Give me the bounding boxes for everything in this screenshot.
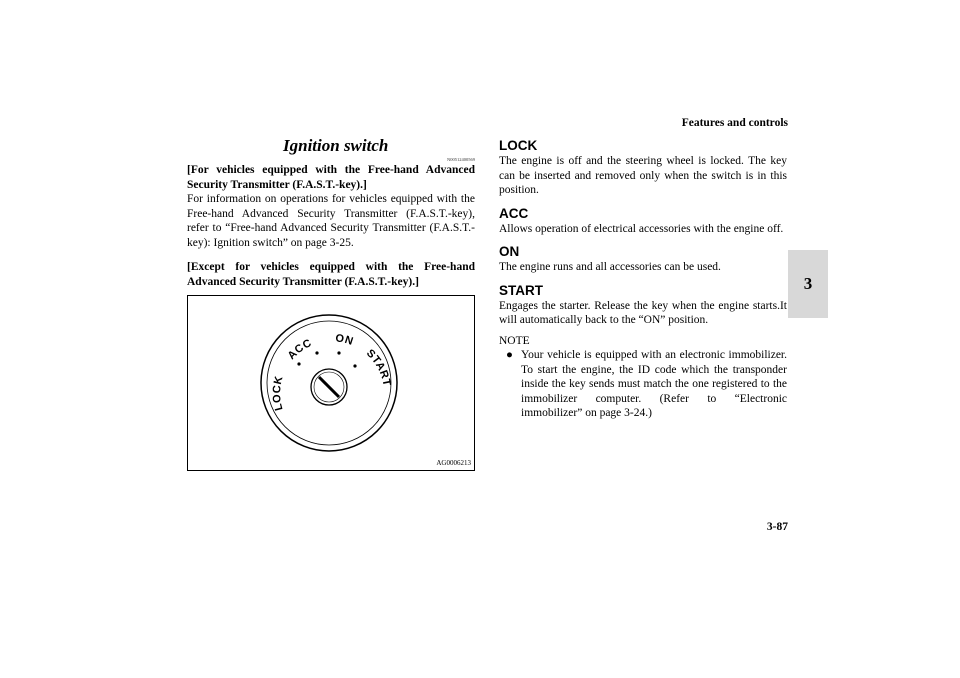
label-on: ON — [334, 332, 355, 348]
heading-on: ON — [499, 244, 520, 259]
right-column — [499, 138, 787, 421]
label-acc: ACC — [285, 337, 314, 363]
position-dot-start — [353, 364, 356, 367]
label-start: START — [363, 347, 393, 388]
note-label: NOTE — [499, 334, 530, 347]
heading-lock: LOCK — [499, 138, 538, 153]
heading-acc: ACC — [499, 205, 529, 221]
note-bullet: ● — [506, 349, 513, 361]
note-text: Your vehicle is equipped with an electronic immobilizer. To start the engine, the ID code which the transponder inside the key sends must match the one registered to the immobilizer computer. (Refer to “Electronic immobilizer” on page 3-24.) — [521, 349, 787, 419]
intro-condition-fast-key: [For vehicles equipped with the Free-hand Advanced Security Transmitter (F.A.S.T.-key).] — [187, 164, 475, 191]
position-dot-on — [337, 351, 340, 354]
condition-without-fast-key: [Except for vehicles equipped with the Free-hand Advanced Security Transmitter (F.A.S.T.-key).] — [187, 261, 475, 288]
title-row — [187, 136, 475, 162]
text-lock: The engine is off and the steering wheel is locked. The key can be inserted and removed only when the switch is in this position. — [499, 155, 787, 196]
ignition-switch-figure — [187, 295, 475, 471]
left-column — [187, 136, 475, 471]
figure-code: AG0006213 — [436, 459, 471, 467]
chapter-number: 3 — [803, 274, 813, 293]
page-header: Features and controls — [681, 117, 788, 129]
page-title: Ignition switch — [283, 136, 389, 155]
position-dot-acc — [315, 351, 318, 354]
position-dot-lock — [297, 362, 300, 365]
note-item — [499, 348, 787, 421]
ignition-switch-illustration — [188, 296, 474, 470]
label-lock: LOCK — [270, 374, 286, 412]
heading-start: START — [499, 282, 543, 298]
intro-reference-text: For information on operations for vehicles equipped with the Free-hand Advanced Security Transmitter (F.A.S.T.-key), refer to “Free-hand Advanced Security Transmitter (F.A.S.T.-key): Ignition switch” on page 3-25. — [187, 193, 475, 249]
section-code: N00512400569 — [447, 157, 475, 162]
chapter-tab — [788, 250, 828, 318]
text-start: Engages the starter. Release the key when the engine starts.It will automatically back to the “ON” position. — [499, 299, 787, 326]
text-on: The engine runs and all accessories can be used. — [499, 261, 721, 273]
page-number: 3-87 — [766, 521, 788, 533]
text-acc: Allows operation of electrical accessories with the engine off. — [499, 222, 784, 235]
